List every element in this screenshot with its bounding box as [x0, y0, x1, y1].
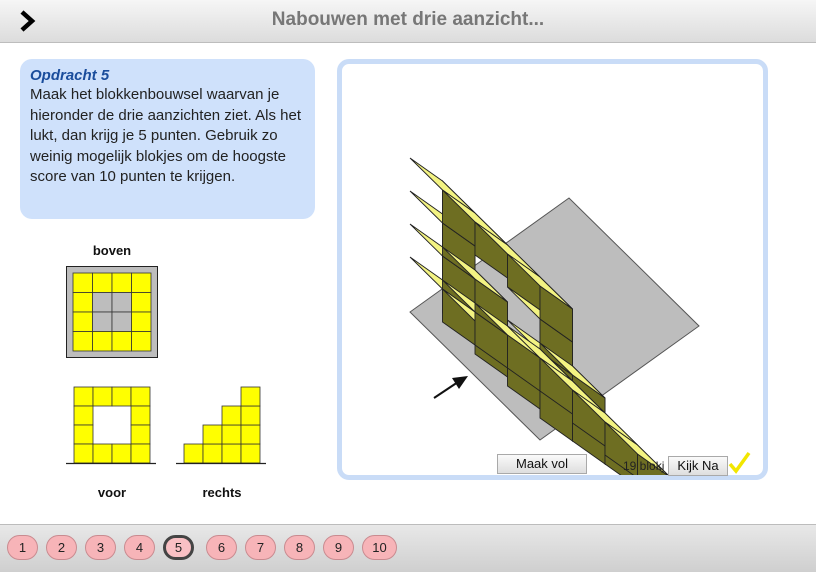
- front-view-cell: [112, 387, 131, 406]
- right-view: [176, 385, 268, 467]
- top-view-cell: [112, 312, 132, 332]
- build-area[interactable]: [337, 59, 768, 480]
- checkmark-icon: [726, 450, 752, 476]
- front-view-cell: [74, 425, 93, 444]
- task-text: Maak het blokkenbouwsel waarvan je hieronder de drie aanzichten ziet. Als het lukt, dan krijg je 5 punten. Gebruik zo weinig mogelijk blokjes om de hoogste score van 10 punten te krijgen.: [30, 86, 302, 185]
- top-view-label: boven: [92, 243, 132, 258]
- right-view-cell: [241, 387, 260, 406]
- top-view: [66, 266, 158, 358]
- check-button[interactable]: Kijk Na: [668, 456, 728, 476]
- top-view-cell: [73, 273, 93, 293]
- header-bar: [0, 0, 816, 43]
- front-view-cell: [74, 387, 93, 406]
- right-view-cell: [241, 406, 260, 425]
- right-view-cell: [241, 444, 260, 463]
- front-view: [66, 385, 158, 467]
- front-view-cell: [93, 387, 112, 406]
- page-button-8[interactable]: 8: [284, 535, 315, 560]
- top-view-cell: [112, 332, 132, 352]
- page-button-2[interactable]: 2: [46, 535, 77, 560]
- page-button-4[interactable]: 4: [124, 535, 155, 560]
- top-view-cell: [132, 293, 152, 313]
- top-view-cell: [73, 332, 93, 352]
- page-button-7[interactable]: 7: [245, 535, 276, 560]
- block-structure-3d[interactable]: [342, 64, 763, 475]
- task-panel: [20, 59, 315, 219]
- page-button-5[interactable]: 5: [163, 535, 194, 560]
- right-view-cell: [222, 425, 241, 444]
- front-view-cell: [131, 387, 150, 406]
- page-button-10[interactable]: 10: [362, 535, 397, 560]
- front-view-cell: [74, 444, 93, 463]
- front-view-cell: [131, 444, 150, 463]
- right-view-label: rechts: [202, 485, 242, 500]
- page-button-3[interactable]: 3: [85, 535, 116, 560]
- task-title: Opdracht 5: [30, 67, 110, 84]
- page-button-9[interactable]: 9: [323, 535, 354, 560]
- front-view-cell: [93, 444, 112, 463]
- fill-button[interactable]: Maak vol: [497, 454, 587, 474]
- rotate-arrow-icon[interactable]: [434, 376, 468, 398]
- right-view-cell: [222, 444, 241, 463]
- top-view-cell: [132, 273, 152, 293]
- top-view-cell: [93, 312, 113, 332]
- front-view-cell: [131, 425, 150, 444]
- top-view-cell: [112, 273, 132, 293]
- top-view-cell: [73, 293, 93, 313]
- top-view-cell: [93, 332, 113, 352]
- front-view-cell: [74, 406, 93, 425]
- right-view-cell: [222, 406, 241, 425]
- right-view-cell: [203, 444, 222, 463]
- top-view-cell: [93, 273, 113, 293]
- front-view-cell: [112, 444, 131, 463]
- front-view-label: voor: [97, 485, 127, 500]
- page-title: Nabouwen met drie aanzicht...: [271, 9, 545, 30]
- page-button-6[interactable]: 6: [206, 535, 237, 560]
- right-view-cell: [184, 444, 203, 463]
- top-view-cell: [93, 293, 113, 313]
- right-view-cell: [203, 425, 222, 444]
- top-view-cell: [73, 312, 93, 332]
- top-view-cell: [112, 293, 132, 313]
- block-count: 19 blokj: [623, 459, 665, 473]
- pagination-bar: [0, 524, 816, 572]
- top-view-cell: [132, 312, 152, 332]
- right-view-cell: [241, 425, 260, 444]
- front-view-cell: [131, 406, 150, 425]
- page-button-1[interactable]: 1: [7, 535, 38, 560]
- top-view-cell: [132, 332, 152, 352]
